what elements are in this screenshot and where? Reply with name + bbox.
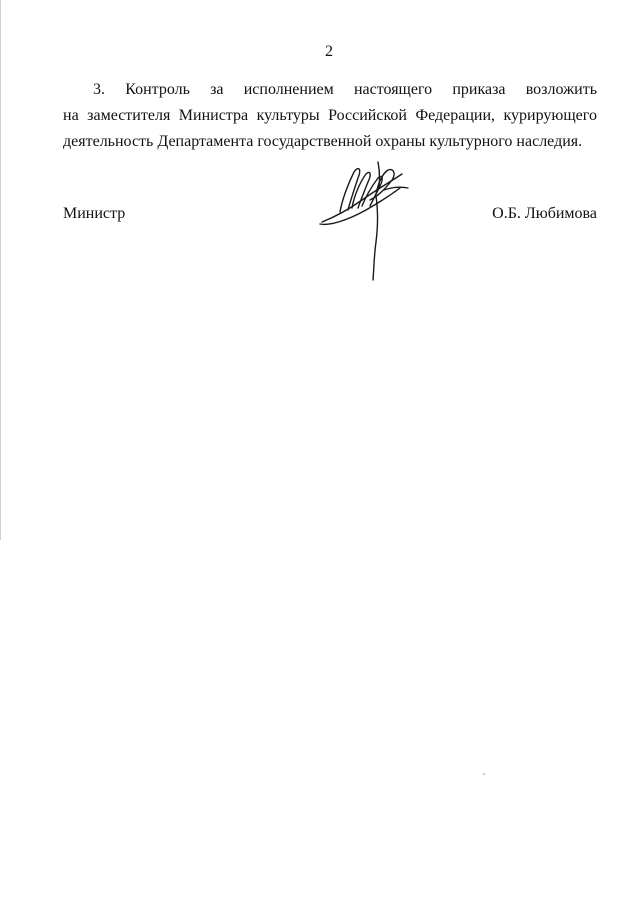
word: Российской — [328, 107, 407, 124]
word: культуры — [256, 107, 320, 124]
paragraph-line-3: деятельность Департамента государственной охраны культурного наследия. — [63, 133, 583, 150]
word: за — [210, 81, 224, 98]
paragraph-line-2 — [63, 103, 597, 129]
scan-speck — [482, 772, 486, 776]
word: возложить — [525, 81, 597, 98]
word: исполнением — [243, 81, 334, 98]
signer-position: Министр — [63, 205, 126, 222]
paragraph-line-1 — [63, 77, 597, 103]
word: заместителя — [87, 107, 171, 124]
signer-name: О.Б. Любимова — [492, 205, 597, 222]
word: курирующего — [503, 107, 597, 124]
page-number: 2 — [325, 43, 333, 60]
word: приказа — [452, 81, 506, 98]
word: Контроль — [125, 81, 190, 98]
page-edge — [0, 0, 1, 540]
word: настоящего — [353, 81, 433, 98]
word: на — [63, 107, 79, 124]
word: Министра — [178, 107, 249, 124]
signature-block — [63, 205, 597, 229]
paragraph-3 — [63, 77, 597, 155]
word: Федерации, — [415, 107, 496, 124]
word: 3. — [93, 81, 105, 98]
